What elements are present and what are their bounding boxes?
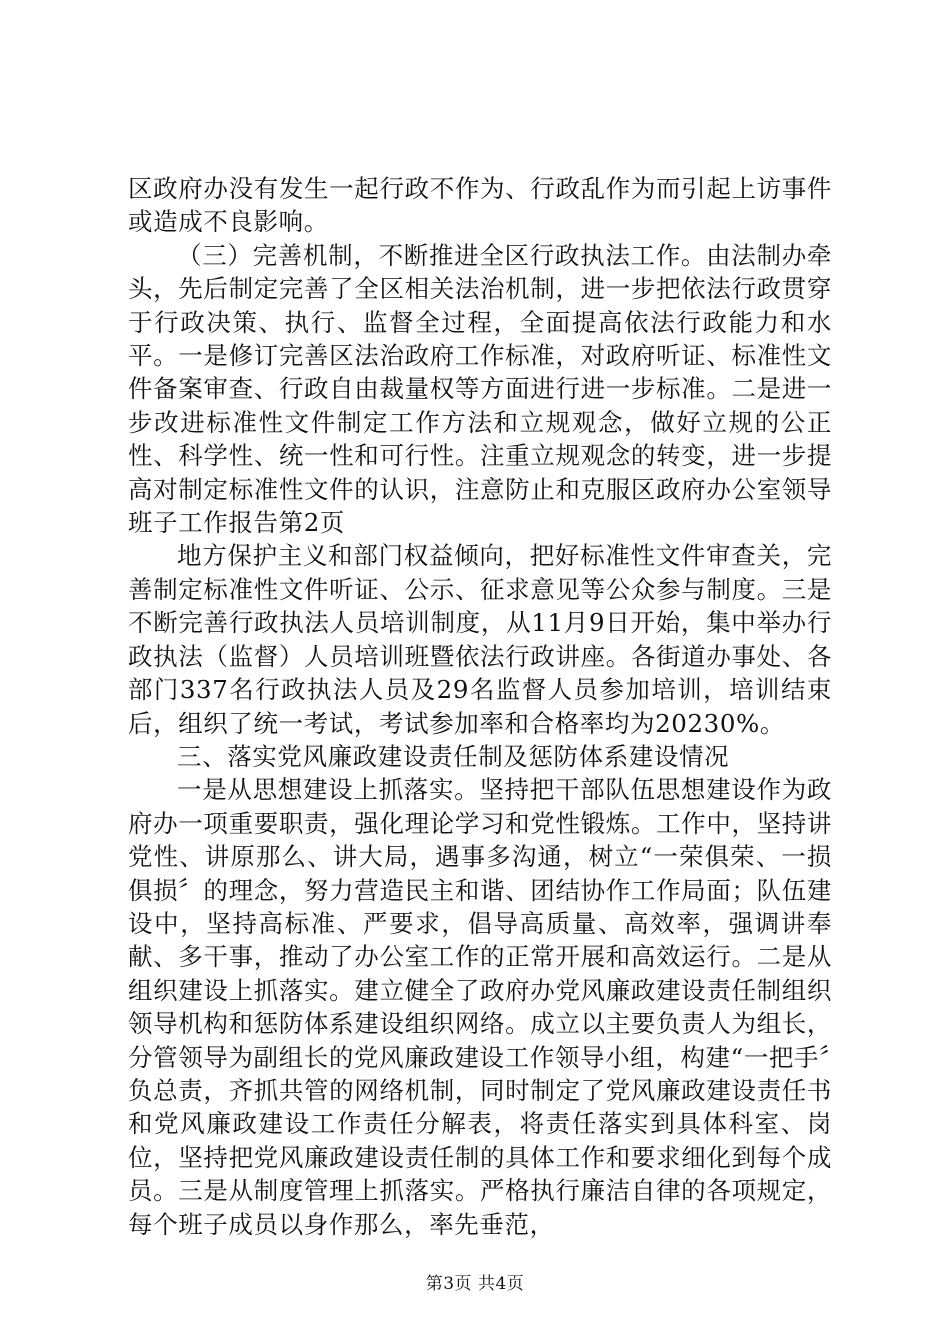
paragraph-4: 一是从思想建设上抓落实。坚持把干部队伍思想建设作为政府办一项重要职责，强化理论学习和党性锻炼。工作中，坚持讲党性、讲原那么、讲大局，遇事多沟通，树立“一荣俱荣、一损俱损〞的理念，努力营造民主和谐、团结协作工作局面；队伍建设中，坚持高标准、严要求，倡导高质量、高效率，强调讲奉献、多干事，推动了办公室工作的正常开展和高效运行。二是从组织建设上抓落实。建立健全了政府办党风廉政建设责任制组织领导机构和惩防体系建设组织网络。成立以主要负责人为组长，分管领导为副组长的党风廉政建设工作领导小组，构建“一把手〞负总责，齐抓共管的网络机制，同时制定了党风廉政建设责任书和党风廉政建设工作责任分解表，将责任落实到具体科室、岗位，坚持把党风廉政建设责任制的具体工作和要求细化到每个成员。三是从制度管理上抓落实。严格执行廉洁自律的各项规定，每个班子成员以身作那么，率先垂范， [128,775,832,1239]
paragraph-3: 地方保护主义和部门权益倾向，把好标准性文件审查关，完善制定标准性文件听证、公示、征求意见等公众参与制度。三是不断完善行政执法人员培训制度，从11月9日开始，集中举办行政执法（监督）人员培训班暨依法行政讲座。各街道办事处、各部门337名行政执法人员及29名监督人员参加培训，培训结束后，组织了统一考试，考试参加率和合格率均为20230%。 [128,541,832,738]
document-body [128,172,832,1241]
paragraph-2: （三）完善机制，不断推进全区行政执法工作。由法制办牵头，先后制定完善了全区相关法治机制，进一步把依法行政贯穿于行政决策、执行、监督全过程，全面提高依法行政能力和水平。一是修订完善区法治政府工作标准，对政府听证、标准性文件备案审查、行政自由裁量权等方面进行进一步标准。二是进一步改进标准性文件制定工作方法和立规观念，做好立规的公正性、科学性、统一性和可行性。注重立规观念的转变，进一步提高对制定标准性文件的认识，注意防止和克服区政府办公室领导班子工作报告第2页 [128,240,832,538]
page-footer: 第3页 共4页 [425,1274,525,1294]
section-heading: 三、落实党风廉政建设责任制及惩防体系建设情况 [177,741,730,771]
paragraph-1: 区政府办没有发生一起行政不作为、行政乱作为而引起上访事件或造成不良影响。 [128,174,832,237]
